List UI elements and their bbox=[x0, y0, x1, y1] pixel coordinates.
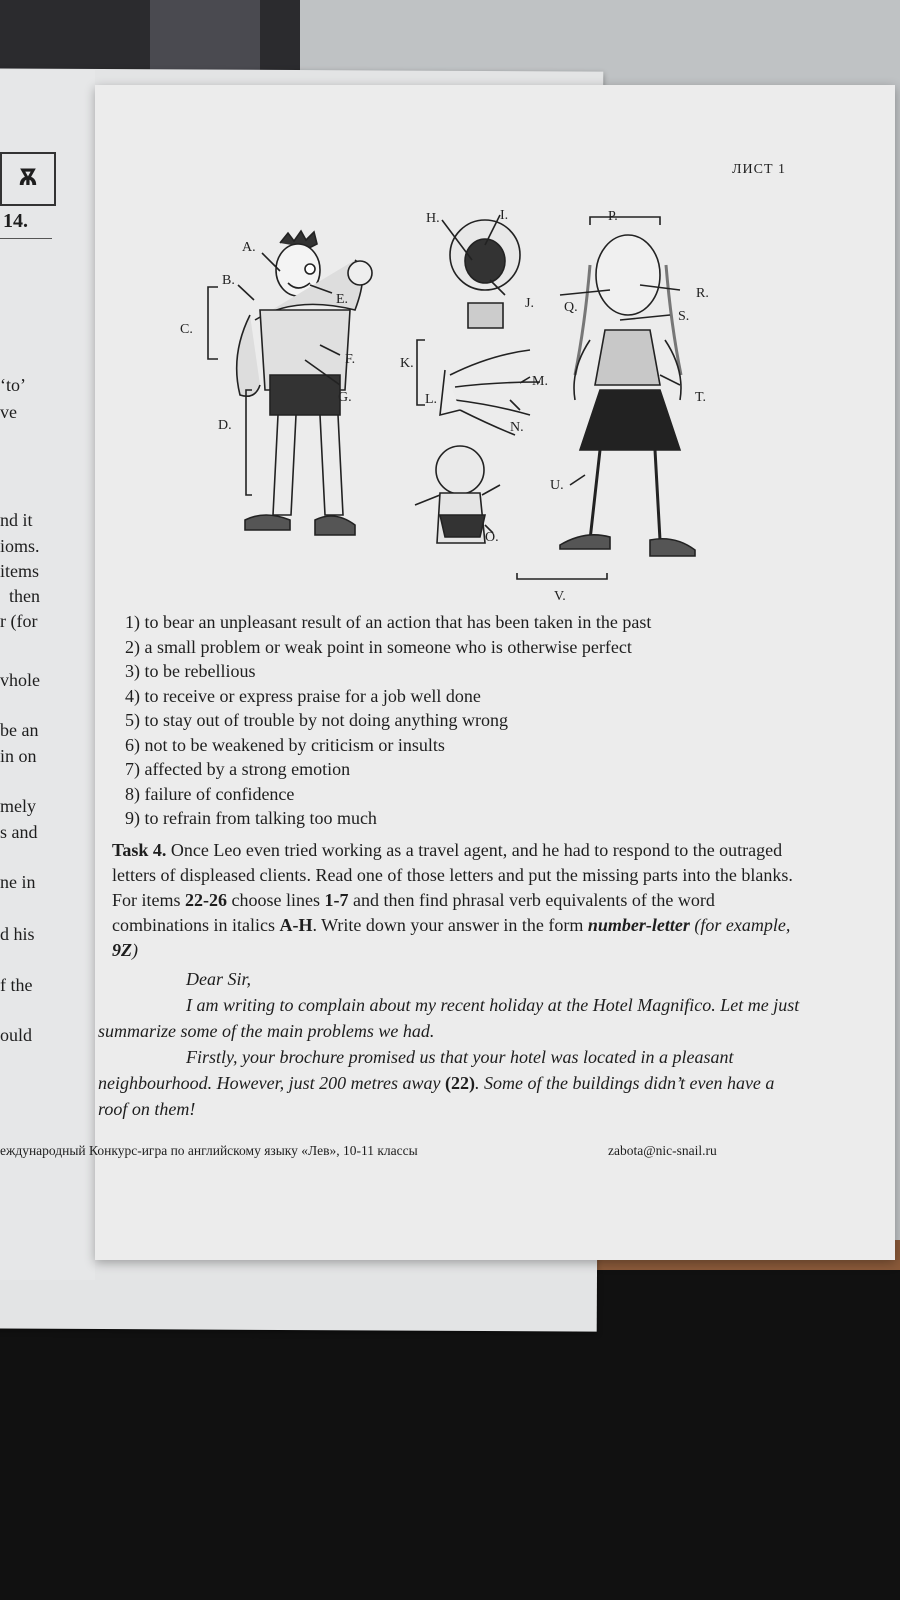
label-j: J. bbox=[525, 296, 534, 311]
label-b: B. bbox=[222, 273, 235, 288]
task4-instructions: Task 4. Once Leo even tried working as a travel agent, and he had to respond to the outraged letters of displeased clients. Read one of those letters and put the missing parts into the blanks. For items 22-26 choose lines 1-7 and then find phrasal verb equivalents of the word combinations in italics A-H. Write down your answer in the form number-letter (for example, 9Z) bbox=[112, 840, 793, 960]
hand-figure bbox=[440, 350, 540, 435]
letter-paragraph-2: Firstly, your brochure promised us that your hotel was located in a pleasant neighbourhood. However, just 200 metres away (22). Some of the buildings didn’t even have a roof on them! bbox=[98, 1047, 775, 1119]
left-fragment: vhole bbox=[0, 670, 40, 690]
blank-22: (22) bbox=[444, 1073, 475, 1093]
definition-item: 1) to bear an unpleasant result of an action that has been taken in the past bbox=[125, 612, 652, 632]
definition-item: 4) to receive or express praise for a job well done bbox=[125, 685, 481, 706]
left-fragment: ne in bbox=[0, 872, 36, 892]
left-item-number: 14. bbox=[3, 210, 28, 232]
label-r: R. bbox=[696, 286, 709, 301]
label-p: P. bbox=[608, 209, 618, 224]
left-fragment: r (for bbox=[0, 611, 38, 631]
label-c: C. bbox=[180, 322, 193, 337]
logo-box: Ѫ bbox=[0, 152, 56, 206]
definition-item: 3) to be rebellious bbox=[125, 661, 256, 681]
label-k: K. bbox=[400, 356, 414, 371]
task4-label: Task 4. bbox=[112, 840, 167, 860]
left-fragment: then bbox=[9, 586, 40, 606]
muscle-man-figure bbox=[237, 231, 372, 535]
label-o: O. bbox=[485, 530, 499, 545]
left-fragment: be an bbox=[0, 720, 39, 740]
left-fragment: ve bbox=[0, 402, 17, 422]
left-fragment: ioms. bbox=[0, 536, 40, 556]
left-fragment: ould bbox=[0, 1025, 33, 1045]
letter-greeting: Dear Sir, bbox=[186, 969, 252, 989]
body-parts-illustration bbox=[160, 195, 780, 604]
letter-paragraph-1: I am writing to complain about my recent holiday at the Hotel Magnifico. Let me just summarize some of the main problems we had. bbox=[98, 995, 800, 1041]
label-e: E. bbox=[336, 292, 349, 307]
definition-item: 6) not to be weakened by criticism or insults bbox=[125, 734, 445, 755]
label-l: L. bbox=[425, 392, 438, 407]
label-i: I. bbox=[500, 208, 509, 223]
definition-item: 7) affected by a strong emotion bbox=[125, 759, 351, 779]
left-fragment: in on bbox=[0, 746, 37, 766]
label-v: V. bbox=[554, 589, 566, 604]
left-fragment: items bbox=[0, 561, 39, 581]
left-fragment: s and bbox=[0, 822, 38, 842]
girl-figure bbox=[560, 235, 695, 556]
label-g: G. bbox=[338, 390, 352, 405]
definition-item: 2) a small problem or weak point in someone who is otherwise perfect bbox=[125, 636, 632, 657]
label-a: A. bbox=[242, 240, 256, 255]
left-fragment: mely bbox=[0, 796, 36, 816]
definition-item: 9) to refrain from talking too much bbox=[125, 808, 377, 828]
left-fragment: ‘to’ bbox=[0, 375, 26, 395]
left-fragment: nd it bbox=[0, 510, 33, 530]
label-f: F. bbox=[345, 352, 356, 367]
open-mouth-figure bbox=[450, 220, 520, 328]
definitions-list bbox=[125, 610, 651, 831]
footer-contest: еждународный Конкурс-игра по английскому языку «Лев», 10-11 классы bbox=[0, 1143, 418, 1158]
definition-item: 5) to stay out of trouble by not doing anything wrong bbox=[125, 710, 508, 730]
definition-item: 8) failure of confidence bbox=[125, 783, 295, 804]
label-m: M. bbox=[532, 374, 548, 389]
label-h: H. bbox=[426, 211, 440, 226]
label-t: T. bbox=[695, 390, 707, 405]
sheet-number: ЛИСТ 1 bbox=[732, 162, 786, 177]
label-u: U. bbox=[550, 478, 564, 493]
baby-figure bbox=[415, 446, 500, 543]
label-q: Q. bbox=[564, 300, 578, 315]
footer-email: zabota@nic-snail.ru bbox=[608, 1143, 717, 1158]
label-d: D. bbox=[218, 418, 232, 433]
label-n: N. bbox=[510, 420, 524, 435]
left-fragment: d his bbox=[0, 924, 35, 944]
label-s: S. bbox=[678, 309, 690, 324]
left-fragment: f the bbox=[0, 975, 33, 995]
